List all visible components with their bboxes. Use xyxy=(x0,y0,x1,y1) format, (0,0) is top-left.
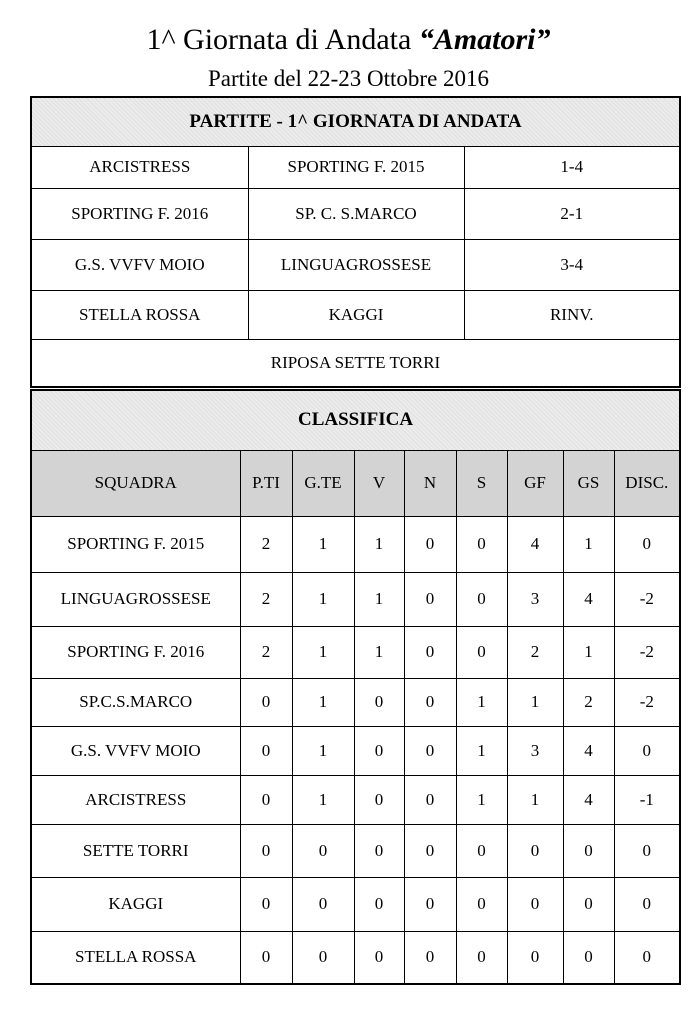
goals-against-cell: 0 xyxy=(563,931,614,984)
column-header-vinte: V xyxy=(354,450,404,516)
won-cell: 0 xyxy=(354,824,404,877)
drawn-cell: 0 xyxy=(404,824,456,877)
column-header-giocate: G.TE xyxy=(292,450,354,516)
played-cell: 1 xyxy=(292,678,354,726)
played-cell: 1 xyxy=(292,572,354,626)
played-cell: 0 xyxy=(292,824,354,877)
played-cell: 0 xyxy=(292,931,354,984)
goals-for-cell: 0 xyxy=(507,824,563,877)
standings-row xyxy=(31,626,680,678)
match-away-team: SP. C. S.MARCO xyxy=(248,188,464,239)
won-cell: 0 xyxy=(354,931,404,984)
standings-row xyxy=(31,775,680,824)
discipline-cell: 0 xyxy=(614,824,680,877)
discipline-cell: -1 xyxy=(614,775,680,824)
discipline-cell: -2 xyxy=(614,678,680,726)
lost-cell: 1 xyxy=(456,726,507,775)
standings-row xyxy=(31,516,680,572)
played-cell: 1 xyxy=(292,626,354,678)
match-home-team: STELLA ROSSA xyxy=(31,290,248,339)
match-row xyxy=(31,239,680,290)
standings-row xyxy=(31,726,680,775)
points-cell: 0 xyxy=(240,775,292,824)
team-name-cell: SPORTING F. 2015 xyxy=(31,516,240,572)
won-cell: 1 xyxy=(354,516,404,572)
goals-for-cell: 4 xyxy=(507,516,563,572)
drawn-cell: 0 xyxy=(404,626,456,678)
goals-against-cell: 1 xyxy=(563,626,614,678)
lost-cell: 0 xyxy=(456,824,507,877)
matches-table xyxy=(30,96,681,388)
drawn-cell: 0 xyxy=(404,877,456,931)
drawn-cell: 0 xyxy=(404,775,456,824)
column-header-punti: P.TI xyxy=(240,450,292,516)
goals-against-cell: 0 xyxy=(563,824,614,877)
page-subtitle: Partite del 22-23 Ottobre 2016 xyxy=(207,66,490,91)
match-home-team: SPORTING F. 2016 xyxy=(31,188,248,239)
team-name-cell: SPORTING F. 2016 xyxy=(31,626,240,678)
team-name-cell: LINGUAGROSSESE xyxy=(31,572,240,626)
lost-cell: 0 xyxy=(456,516,507,572)
drawn-cell: 0 xyxy=(404,516,456,572)
standings-heading: CLASSIFICA xyxy=(31,390,680,450)
won-cell: 0 xyxy=(354,877,404,931)
team-name-cell: G.S. VVFV MOIO xyxy=(31,726,240,775)
goals-against-cell: 0 xyxy=(563,877,614,931)
discipline-cell: 0 xyxy=(614,877,680,931)
goals-for-cell: 1 xyxy=(507,775,563,824)
match-home-team: ARCISTRESS xyxy=(31,146,248,188)
played-cell: 1 xyxy=(292,726,354,775)
column-header-squadra: SQUADRA xyxy=(31,450,240,516)
won-cell: 0 xyxy=(354,678,404,726)
matches-heading: PARTITE - 1^ GIORNATA DI ANDATA xyxy=(31,97,680,146)
standings-row xyxy=(31,572,680,626)
points-cell: 0 xyxy=(240,824,292,877)
match-away-team: LINGUAGROSSESE xyxy=(248,239,464,290)
match-row xyxy=(31,290,680,339)
goals-for-cell: 0 xyxy=(507,931,563,984)
discipline-cell: -2 xyxy=(614,626,680,678)
discipline-cell: 0 xyxy=(614,931,680,984)
column-header-nulle: N xyxy=(404,450,456,516)
standings-header-row xyxy=(31,450,680,516)
lost-cell: 0 xyxy=(456,572,507,626)
match-home-team: G.S. VVFV MOIO xyxy=(31,239,248,290)
standings-row xyxy=(31,931,680,984)
points-cell: 0 xyxy=(240,726,292,775)
goals-against-cell: 1 xyxy=(563,516,614,572)
goals-against-cell: 4 xyxy=(563,572,614,626)
won-cell: 0 xyxy=(354,726,404,775)
points-cell: 0 xyxy=(240,678,292,726)
goals-for-cell: 0 xyxy=(507,877,563,931)
lost-cell: 0 xyxy=(456,626,507,678)
match-away-team: SPORTING F. 2015 xyxy=(248,146,464,188)
played-cell: 1 xyxy=(292,516,354,572)
goals-for-cell: 3 xyxy=(507,726,563,775)
won-cell: 1 xyxy=(354,626,404,678)
drawn-cell: 0 xyxy=(404,678,456,726)
rest-team-note: RIPOSA SETTE TORRI xyxy=(31,339,680,387)
won-cell: 1 xyxy=(354,572,404,626)
points-cell: 2 xyxy=(240,572,292,626)
team-name-cell: ARCISTRESS xyxy=(31,775,240,824)
drawn-cell: 0 xyxy=(404,726,456,775)
match-result: 3-4 xyxy=(464,239,680,290)
won-cell: 0 xyxy=(354,775,404,824)
discipline-cell: 0 xyxy=(614,726,680,775)
played-cell: 0 xyxy=(292,877,354,931)
goals-against-cell: 4 xyxy=(563,726,614,775)
team-name-cell: STELLA ROSSA xyxy=(31,931,240,984)
goals-against-cell: 2 xyxy=(563,678,614,726)
column-header-sconfitte: S xyxy=(456,450,507,516)
team-name-cell: SETTE TORRI xyxy=(31,824,240,877)
match-away-team: KAGGI xyxy=(248,290,464,339)
team-name-cell: SP.C.S.MARCO xyxy=(31,678,240,726)
drawn-cell: 0 xyxy=(404,931,456,984)
standings-row xyxy=(31,824,680,877)
match-result: RINV. xyxy=(464,290,680,339)
column-header-gol-fatti: GF xyxy=(507,450,563,516)
page-title xyxy=(0,22,697,58)
points-cell: 0 xyxy=(240,931,292,984)
standings-row xyxy=(31,877,680,931)
played-cell: 1 xyxy=(292,775,354,824)
discipline-cell: -2 xyxy=(614,572,680,626)
goals-against-cell: 4 xyxy=(563,775,614,824)
points-cell: 0 xyxy=(240,877,292,931)
standings-row xyxy=(31,678,680,726)
goals-for-cell: 2 xyxy=(507,626,563,678)
drawn-cell: 0 xyxy=(404,572,456,626)
match-row xyxy=(31,188,680,239)
lost-cell: 1 xyxy=(456,678,507,726)
goals-for-cell: 1 xyxy=(507,678,563,726)
match-row xyxy=(31,146,680,188)
column-header-disciplina: DISC. xyxy=(614,450,680,516)
lost-cell: 1 xyxy=(456,775,507,824)
standings-table xyxy=(30,389,681,985)
points-cell: 2 xyxy=(240,516,292,572)
discipline-cell: 0 xyxy=(614,516,680,572)
goals-for-cell: 3 xyxy=(507,572,563,626)
lost-cell: 0 xyxy=(456,877,507,931)
match-result: 1-4 xyxy=(464,146,680,188)
lost-cell: 0 xyxy=(456,931,507,984)
column-header-gol-subiti: GS xyxy=(563,450,614,516)
title-prefix: 1^ Giornata di Andata xyxy=(146,23,419,56)
team-name-cell: KAGGI xyxy=(31,877,240,931)
points-cell: 2 xyxy=(240,626,292,678)
title-emphasis: “Amatori” xyxy=(418,23,551,56)
match-result: 2-1 xyxy=(464,188,680,239)
